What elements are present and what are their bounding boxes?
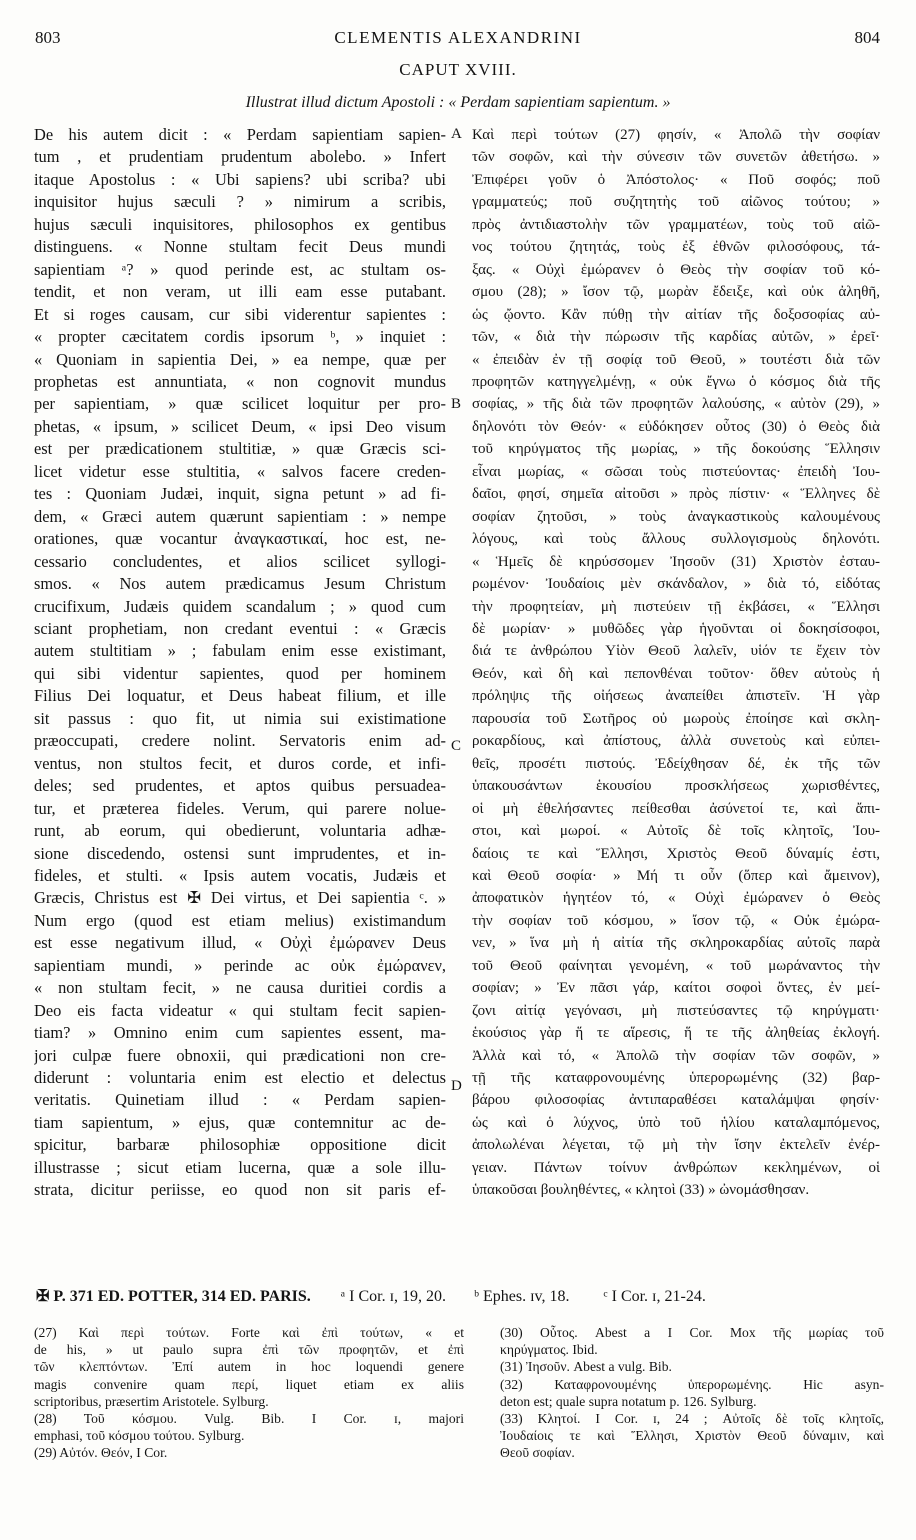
latin-text-line: licet videtur esse stultitia, « salvos facere creden-: [34, 461, 446, 481]
greek-text-line: « Ἡμεῖς δὲ κηρύσσομεν Ἰησοῦν (31) Χριστὸν ἐσταυ-: [472, 553, 880, 570]
footnotes-right: [500, 1324, 884, 1462]
latin-text-line: « Quoniam in sapientia Dei, » ea nempe, quæ per: [34, 349, 446, 369]
footnote-line: (29) Αὐτόν. Θεόν, I Cor.: [34, 1445, 168, 1461]
greek-text-line: σμου (28); » ἴσον τῷ, μωρὰν ἔδειξε, καὶ οὐκ ἀληθῆ,: [472, 284, 880, 301]
greek-text-line: ἑκούσιος γὰρ ἥ τε αἵρεσις, ἥ τε τῆς ἀληθείας ἐκλογή.: [472, 1025, 880, 1042]
latin-text-line: per sapientiam, » quæ scilicet loquitur per pro-: [34, 394, 446, 414]
greek-text-line: θεῖς, προσέτι πιστούς. Ἐδείχθησαν δέ, ἐκ τῆς τῶν: [472, 755, 880, 772]
footnote-line: (30) Οὗτος. Abest a I Cor. Mox τῆς μωρίας τοῦ: [500, 1325, 884, 1340]
footnote-line: (33) Κλητοί. I Cor. ɪ, 24 ; Αὐτοῖς δὲ τοῖς κλητοῖς,: [500, 1411, 884, 1427]
latin-text-line: tiam? » Omnino enim cum sapientes essent, ma-: [34, 1023, 446, 1043]
latin-text-line: tur, et præterea fideles. Verum, qui parere nolue-: [34, 798, 446, 818]
latin-text-line: inquisitor hujus sæculi ? » nimirum a scribis,: [34, 192, 446, 212]
footnote-line: magis convenire quam περί, liquet etiam ex aliis: [34, 1376, 464, 1392]
footnote-line: deton est; quale supra notatum p. 126. Sylburg.: [500, 1393, 757, 1409]
greek-text-line: ξας. « Οὐχὶ ἐμώρανεν ὁ Θεὸς τὴν σοφίαν τοῦ κό-: [472, 261, 880, 278]
latin-text-line: diderunt : voluntaria enim est electio et delectus: [34, 1068, 446, 1088]
greek-text-line: λόγους, καὶ τοὺς ἄλλους συλλογισμοὺς δηλονότι.: [472, 531, 880, 548]
latin-text-line: De his autem dicit : « Perdam sapientiam sapien-: [34, 125, 446, 144]
latin-text-line: est esse negativum illud, « Οὐχὶ ἐμώρανεν Deus: [34, 933, 446, 953]
greek-text-line: « ἐπειδὰν ἐν τῇ σοφίᾳ τοῦ Θεοῦ, » τουτέστι διὰ τῶν: [472, 351, 880, 368]
footnote-line: κηρύγματος. Ibid.: [500, 1342, 598, 1358]
greek-text-line: Καὶ περὶ τούτων (27) φησίν, « Ἀπολῶ τὴν σοφίαν: [472, 127, 880, 143]
latin-text-line: Filius Dei loquatur, et Deus habeat filium, et ille: [34, 686, 446, 706]
latin-text-line: spicitur, barbaræ philosophiæ oppositione dicit: [34, 1135, 446, 1155]
greek-text-line: ἀπολωλέναι λέγεται, τῷ μὴ τὴν ἴσην ἐκτελεῖν ἐνέρ-: [472, 1137, 880, 1154]
greek-text-line: τῇ τῆς καταφρονουμένης ὑπερορωμένης (32) βαρ-: [472, 1070, 880, 1087]
greek-text-line: Ἀλλὰ καὶ τό, « Ἀπολῶ τὴν σοφίαν τῶν σοφῶν, »: [472, 1047, 880, 1064]
footnote-line: τῶν κλεπτόντων. Ἐπί autem in hoc loquendi genere: [34, 1359, 464, 1375]
greek-text-line: ὡς ᾤοντο. Κἂν πύθῃ τὴν αἰτίαν τῆς δοξοσοφίας αὐ-: [472, 306, 880, 323]
latin-text-line: autem stultitiam » ; fabulam enim esse existimant,: [34, 641, 446, 661]
footnote-line: de his, » ut paulo supra ἐπὶ τῶν προφητῶν, et ἐπὶ: [34, 1342, 464, 1358]
footnote-line: (32) Καταφρονουμένης ὑπερορωμένης. Hic asyn-: [500, 1376, 884, 1392]
footer-references: [36, 1286, 882, 1306]
edition-reference: ✠ P. 371 ED. POTTER, 314 ED. PARIS.: [36, 1288, 311, 1305]
greek-text-line: τῶν σοφῶν, καὶ τὴν σύνεσιν τῶν συνετῶν ἀθετήσω. »: [472, 149, 880, 166]
greek-column: [472, 124, 880, 1202]
footnote-line: Ἰουδαίοις τε καὶ Ἕλλησι, Χριστὸν Θεοῦ δύναμιν, καὶ: [500, 1428, 884, 1444]
greek-text-line: παρουσία τοῦ Σωτῆρος οὐ μωροὺς ἐποίησε καὶ σκλη-: [472, 710, 880, 727]
greek-text-line: Ἐπιφέρει γοῦν ὁ Ἀπόστολος· « Ποῦ σοφός; ποῦ: [472, 171, 880, 188]
greek-text-line: στοι, καὶ μωροί. « Αὐτοῖς δὲ τοῖς κλητοῖς, Ἰου-: [472, 823, 880, 840]
footnote-line: scriptoribus, præsertim Aristotele. Sylburg.: [34, 1393, 269, 1409]
latin-text-line: tiam sapientum, » ejus, quæ contemnitur ac de-: [34, 1112, 446, 1132]
latin-text-line: deles; sed prudentes, et aptos quibus persuadea-: [34, 776, 446, 796]
greek-text-line: βάρου φιλοσοφίας ἀντιπαραθέσει καταλάμψαι φησίν·: [472, 1092, 880, 1109]
greek-text-line: δηλονότι τὸν Θεόν· « εὐδόκησεν οὗτος (30) ὁ Θεὸς διὰ: [472, 418, 880, 435]
latin-text-line: itaque Apostolus : « Ubi sapiens? ubi scriba? ubi: [34, 169, 446, 189]
latin-text-line: « non stultam fecit, » ne causa duritiei cordis a: [34, 978, 446, 998]
greek-text-line: τοῦ Θεοῦ φαίνηται γενομένη, « τοῦ μωράναντος τὴν: [472, 957, 880, 974]
greek-text-line: εἶναι μωρίας, « σῶσαι τοὺς πιστεύοντας· ἐπειδὴ Ἰου-: [472, 463, 880, 480]
latin-text-line: smos. « Nos autem prædicamus Jesum Christum: [34, 574, 446, 594]
latin-text-line: tes : Quoniam Judæi, inquit, signa petunt » ad fi-: [34, 484, 446, 504]
latin-text-line: hujus sæculi inquisitores, philosophos ex gentibus: [34, 214, 446, 234]
greek-text-line: πρὸς ἀντιδιαστολὴν τῶν γραμματέων, τοὺς τοῦ αἰῶ-: [472, 216, 880, 233]
greek-text-line: τὴν προφητείαν, μὴ πιστεύειν τῇ ἐκβάσει, « Ἕλλησι: [472, 598, 880, 615]
latin-text-line: veritatis. Quinetiam illud : « Perdam sapien-: [34, 1090, 446, 1110]
greek-text-line: σοφίας, » τῆς διὰ τῶν προφητῶν λαλούσης, « αὐτὸν (29), »: [472, 396, 880, 413]
latin-text-line: strata, dicitur periisse, eo quod non sit paris ef-: [34, 1180, 446, 1200]
latin-text-line: tendit, et non veram, ut illi eam esse putabant.: [34, 282, 446, 302]
latin-text-line: cessario concludentes, et alios scilicet syllogi-: [34, 551, 446, 571]
greek-text-line: Θεόν, καὶ δὴ καὶ πεπονθέναι τοῦτον· ὅθεν αὐτοὺς ἡ: [472, 665, 880, 682]
latin-text-line: Græcis, Christus est ✠ Dei virtus, et Dei sapientia ᶜ. »: [34, 888, 446, 908]
footnote-line: (28) Τοῦ κόσμου. Vulg. Bib. I Cor. ɪ, majori: [34, 1411, 464, 1427]
greek-text-line: οἱ μὴ ἐθελήσαντες πείθεσθαι ἀσύνετοί τε, καὶ ἄπι-: [472, 800, 880, 817]
footnote-line: (31) Ἰησοῦν. Abest a vulg. Bib.: [500, 1359, 672, 1375]
greek-text-line: σοφίαν; » Ἐν πᾶσι γάρ, καίτοι σοφοὶ ὄντες, ἐν μεί-: [472, 980, 880, 997]
latin-text-line: tum , et prudentiam prudentum abolebo. » Infert: [34, 147, 446, 167]
page-number-right: 804: [854, 28, 880, 47]
footnote-line: Θεοῦ σοφίαν.: [500, 1445, 575, 1461]
greek-text-line: νος τούτου ζητητάς, τοὺς ἐξ ἐθνῶν φιλοσόφους, τά-: [472, 239, 880, 256]
margin-letter-c: C: [451, 738, 462, 754]
footnote-line: (27) Καὶ περὶ τούτων. Forte καὶ ἐπὶ τούτων, « et: [34, 1325, 464, 1340]
footnote-line: emphasi, τοῦ κόσμου τούτου. Sylburg.: [34, 1428, 245, 1444]
latin-text-line: qui sibi videntur sapientes, quod per hominem: [34, 663, 446, 683]
latin-text-line: distinguens. « Nonne stultam fecit Deus mundi: [34, 237, 446, 257]
latin-text-line: runt, ab eorum, qui obedierunt, voluntaria adhæ-: [34, 821, 446, 841]
latin-text-line: sione discedendo, ostensi sunt imprudentes, et in-: [34, 843, 446, 863]
scripture-ref-c: ᶜ I Cor. ɪ, 21-24.: [603, 1288, 706, 1305]
greek-text-line: γειαν. Πάντων τοίνυν ἀνθρώπων κεκλημένων, οἱ: [472, 1159, 880, 1176]
greek-text-line: τῶν, « διὰ τὴν πώρωσιν τῆς καρδίας αὐτῶν, » ἐρεῖ·: [472, 329, 880, 346]
greek-text-line: ζονι αἰτίᾳ γεγόνασι, μὴ πιστεύσαντες τῷ κηρύγματι·: [472, 1002, 880, 1019]
page-number-left: 803: [35, 28, 61, 47]
latin-text-line: sit passus : quo fit, ut nimia sui existimatione: [34, 708, 446, 728]
latin-text-line: « propter cæcitatem cordis ipsorum ᵇ, » inquiet :: [34, 327, 446, 347]
chapter-subtitle: Illustrat illud dictum Apostoli : « Perdam sapientiam sapientum. »: [245, 94, 671, 111]
greek-text-line: προφητῶν κατηγγελμένῃ, « οὐκ ἔγνω ὁ κόσμος διὰ τῆς: [472, 373, 880, 390]
greek-text-line: ρωμένον· Ἰουδαίοις μὲν σκάνδαλον, » διὰ τό, εἰδότας: [472, 576, 880, 593]
margin-letter-d: D: [451, 1078, 462, 1094]
greek-text-line: ὡς καὶ ὁ λύχνος, ὑπὸ τοῦ ἡλίου καταλαμπόμενος,: [472, 1114, 880, 1131]
greek-text-line: νεν, » ἵνα μὴ ἡ αἰτία τῆς σκληροκαρδίας αὐτοῖς παρὰ: [472, 935, 880, 952]
scripture-ref-b: ᵇ Ephes. ɪv, 18.: [474, 1288, 570, 1305]
running-title: CLEMENTIS ALEXANDRINI: [334, 28, 582, 47]
greek-text-line: δαίοις τε καὶ Ἕλλησι, Χριστὸς Θεοῦ δύναμίς ἐστι,: [472, 845, 880, 862]
latin-text-line: jori culpæ fuere obnoxii, qui prædicationi non cre-: [34, 1045, 446, 1065]
latin-text-line: ventus, non stultos fecit, et duros corde, et infi-: [34, 753, 446, 773]
greek-text-line: δὲ μωρίαν· » μυθῶδες γὰρ ἡγοῦνται οἱ δοκησίσοφοι,: [472, 620, 880, 637]
latin-text-line: est per prædicationem stultitiæ, » quæ Græcis sci-: [34, 439, 446, 459]
latin-text-line: crucifixum, Judæis quidem scandalum ; » quod cum: [34, 596, 446, 616]
greek-text-line: σοφίαν ζητοῦσι, » τοὺς ἀναγκαστικοὺς καλουμένους: [472, 508, 880, 525]
latin-text-line: sapientiam ᵃ? » quod perinde est, ac stultam os-: [34, 259, 446, 279]
latin-text-line: phetas, « ipsum, » scilicet Deum, « ipsi Deo visum: [34, 416, 446, 436]
greek-text-line: ροκαρδίους, καὶ ἀπίστους, ἀλλὰ συνετοὺς καὶ εὐπει-: [472, 733, 880, 750]
latin-text-line: orationes, quæ vocantur ἀναγκαστικαί, hoc est, ne-: [34, 529, 446, 549]
scripture-ref-a: ᵃ I Cor. ɪ, 19, 20.: [340, 1288, 447, 1305]
greek-text-line: γραμματεύς; ποῦ συζητητὴς τοῦ αἰῶνος τούτου; »: [472, 194, 880, 211]
margin-letter-b: B: [451, 396, 462, 412]
footnotes-left: [34, 1324, 464, 1462]
latin-text-line: præoccupati, credere nolint. Servatoris enim ad-: [34, 731, 446, 751]
greek-text-line: ἀποφατικὸν ἡγητέον τό, « Οὐχὶ ἐμώρανεν ὁ Θεὸς: [472, 890, 880, 907]
latin-text-line: prophetas est annuntiata, « non cognovit mundus: [34, 371, 446, 391]
latin-text-line: sciant prophetiam, non credant eventui : « Græcis: [34, 618, 446, 638]
greek-text-line: ὑπακουσάντων ἑκουσίου προσκλήσεως χωρισθέντες,: [472, 778, 880, 795]
latin-text-line: fideles, et stulti. « Ipsis autem vocatis, Judæis et: [34, 865, 446, 885]
greek-text-line: δαῖοι, φησί, σημεῖα αἰτοῦσι » πρὸς πίστιν· « Ἕλληνες δὲ: [472, 486, 880, 503]
greek-text-line: τὴν σοφίαν τοῦ κόσμου, » ἴσον τῷ, « Οὐκ ἐμώρα-: [472, 912, 880, 929]
greek-text-line: ὑπακοῦσαι βουληθέντες, « κλητοὶ (33) » ὠνομάσθησαν.: [472, 1182, 810, 1199]
greek-text-line: καὶ Θεοῦ σοφία· » Μή τι οὖν (ὅπερ καὶ ἄμεινον),: [472, 867, 880, 884]
latin-column: [34, 124, 446, 1202]
margin-letter-a: A: [451, 126, 462, 142]
latin-text-line: Num ergo (quod est etiam melius) existimandum: [34, 910, 446, 930]
greek-text-line: τοῦ κηρύγματος τῆς μωρίας, » τῆς δοκούσης Ἕλλησιν: [472, 441, 880, 458]
greek-text-line: διά τε ἀνθρώπου Υἱὸν Θεοῦ λαλεῖν, υἱόν τε ἔχειν τὸν: [472, 643, 880, 660]
chapter-heading: CAPUT XVIII.: [399, 60, 517, 79]
latin-text-line: illustrasse ; sicut etiam lucerna, quæ a sole illu-: [34, 1157, 446, 1177]
latin-text-line: Deo eis facta videatur « qui stultam fecit sapien-: [34, 1000, 446, 1020]
latin-text-line: dem, « Græci autem quærunt sapientiam : » nempe: [34, 506, 446, 526]
greek-text-line: πρόληψις τῆς οἰήσεως ἀναπείθει ἀπιστεῖν. Ἡ γὰρ: [472, 688, 880, 705]
latin-text-line: sapientiam mundi, » perinde ac οὐκ ἐμώρανεν,: [34, 955, 446, 975]
latin-text-line: Et si roges causam, cur sibi viderentur sapientes :: [34, 304, 446, 324]
